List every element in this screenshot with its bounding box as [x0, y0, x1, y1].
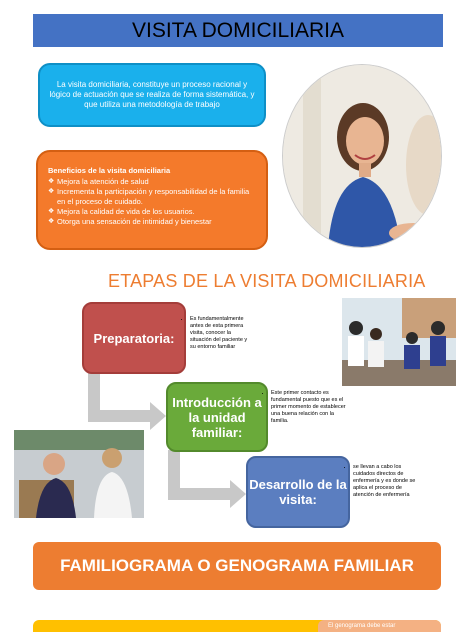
stage-desc — [184, 316, 254, 351]
benefits-title: Beneficios de la visita domiciliaria — [48, 166, 171, 175]
benefit-item: ❖ Mejora la calidad de vida de los usuarios. — [48, 207, 256, 217]
familiograma-title: FAMILIOGRAMA O GENOGRAMA FAMILIAR — [33, 542, 441, 590]
stage-introduccion — [166, 382, 268, 452]
benefit-item: ❖ Otorga una sensación de intimidad y bienestar — [48, 217, 256, 227]
nurses-group-photo — [342, 298, 456, 386]
page-title: VISITA DOMICILIARIA — [33, 14, 443, 47]
stage-desarrollo — [246, 456, 350, 528]
home-visit-illustration — [14, 430, 144, 518]
benefit-item: ❖ Incrementa la participación y responsabilidad de la familia en el proceso de cuidado. — [48, 187, 256, 207]
stages-title: ETAPAS DE LA VISITA DOMICILIARIA — [108, 271, 426, 291]
benefit-item: ❖ Mejora la atención de salud — [48, 177, 256, 187]
home-visit-photo — [14, 430, 144, 518]
stage-desc-text: • Es fundamentalmente antes de esta primera visita, conocer la situación del paciente y su entorno familiar — [190, 316, 254, 351]
stage-label: Preparatoria: — [93, 330, 175, 346]
stage-desc-text: • se llevan a cabo los cuidados directos de enfermería y es donde se aplica el proceso de atención de enfermería — [353, 464, 421, 499]
stage-desc-text: • Este primer contacto es fundamental puesto que es el primer momento de establecer una buena relación con la familia. — [271, 390, 347, 425]
stage-desc — [347, 464, 421, 499]
stage-label: Introducción a la unidad familiar: — [172, 394, 262, 440]
genograma-note: El genograma debe estar — [318, 620, 441, 632]
nurses-group-illustration — [342, 298, 456, 386]
stage-desc — [265, 390, 347, 425]
intro-text: La visita domiciliaria, constituye un proceso racional y lógico de actuación que se realiza de forma sistemática, y que utiliza una metodología de trabajo — [49, 80, 255, 109]
stage-label: Desarrollo de la visita: — [249, 477, 347, 507]
stage-preparatoria — [82, 302, 186, 374]
